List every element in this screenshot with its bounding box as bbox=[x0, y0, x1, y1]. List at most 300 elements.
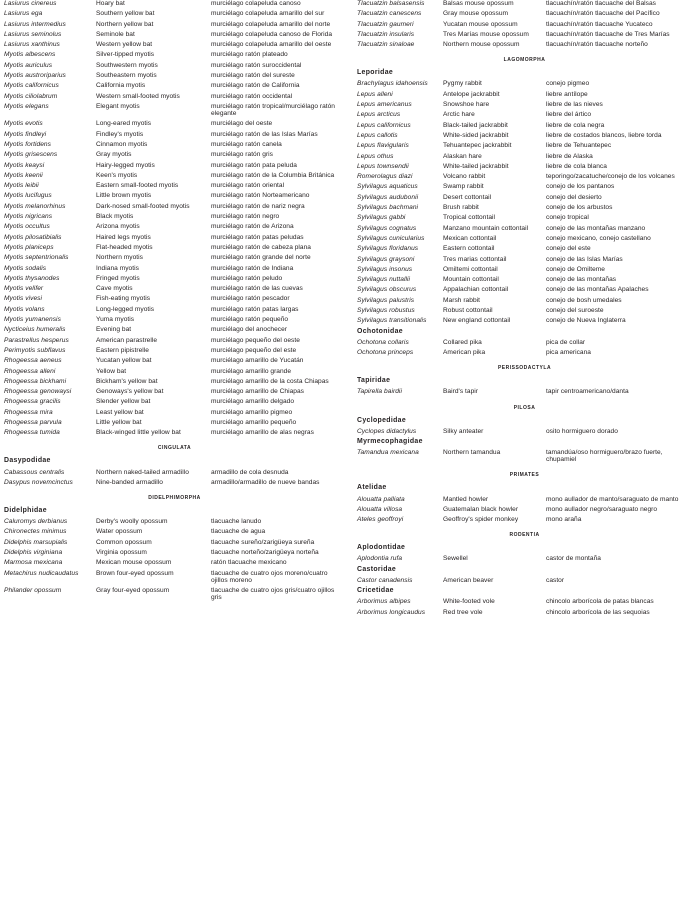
spanish-common-name: murciélago ratón canela bbox=[211, 140, 282, 148]
spanish-common-name: tlacuachín/ratón tlacuache de Tres Marías bbox=[546, 30, 670, 38]
scientific-name: Sylvilagus nuttallii bbox=[357, 276, 411, 284]
species-row bbox=[4, 549, 345, 556]
spanish-common-name: tlacuachín/ratón tlacuache norteño bbox=[546, 41, 648, 49]
spanish-common-name: tlacuache de agua bbox=[211, 528, 266, 536]
english-common-name: White-sided jackrabbit bbox=[443, 131, 509, 139]
species-row bbox=[357, 163, 692, 170]
english-common-name: Findley's myotis bbox=[96, 130, 144, 138]
english-common-name: Mexican cottontail bbox=[443, 234, 497, 242]
english-common-name: Tropical cottontail bbox=[443, 214, 495, 222]
scientific-name: Lepus othus bbox=[357, 152, 394, 160]
scientific-name: Romerolagus diazi bbox=[357, 173, 413, 181]
species-row bbox=[4, 244, 345, 251]
spanish-common-name: conejo pigmeo bbox=[546, 80, 590, 88]
scientific-name: Rhogeessa tumida bbox=[4, 429, 60, 437]
species-row bbox=[357, 496, 692, 503]
english-common-name: Little yellow bat bbox=[96, 418, 142, 426]
species-row bbox=[357, 101, 692, 108]
scientific-name: Lasiurus intermedius bbox=[4, 20, 66, 28]
species-row bbox=[4, 223, 345, 230]
english-common-name: Hoary bat bbox=[96, 0, 125, 7]
scientific-name: Myotis findleyi bbox=[4, 130, 47, 138]
scientific-name: Myotis albescens bbox=[4, 51, 56, 59]
spanish-common-name: tlacuache de cuatro ojos moreno/cuatro ojillos moreno bbox=[211, 569, 328, 584]
scientific-name: Castor canadensis bbox=[357, 576, 413, 584]
spanish-common-name: tlacuache sureño/zarigüeya sureña bbox=[211, 538, 315, 546]
species-row bbox=[4, 72, 345, 79]
english-common-name: Gray mouse opossum bbox=[443, 10, 509, 18]
spanish-common-name: murciélago ratón pata peluda bbox=[211, 161, 297, 169]
species-row bbox=[4, 0, 345, 7]
english-common-name: Northern naked-tailed armadillo bbox=[96, 468, 189, 476]
species-row bbox=[357, 339, 692, 346]
english-common-name: Long-legged myotis bbox=[96, 305, 155, 313]
spanish-common-name: murciélago pequeño del este bbox=[211, 346, 297, 354]
order-heading: didelphimorpha bbox=[148, 491, 201, 501]
spanish-common-name: conejo de los arbustos bbox=[546, 204, 613, 212]
species-row bbox=[4, 429, 345, 436]
species-row bbox=[357, 516, 692, 523]
english-common-name: Yucatan mouse opossum bbox=[443, 20, 518, 28]
english-common-name: Balsas mouse opossum bbox=[443, 0, 514, 7]
scientific-name: Myotis yumanensis bbox=[4, 316, 61, 324]
scientific-name: Myotis volans bbox=[4, 305, 45, 313]
scientific-name: Brachylagus idahoensis bbox=[357, 80, 428, 88]
english-common-name: Red tree vole bbox=[443, 608, 483, 616]
spanish-common-name: murciélago ratón oriental bbox=[211, 182, 285, 190]
family-heading: Aplodontidae bbox=[357, 544, 406, 552]
scientific-name: Sylvilagus insonus bbox=[357, 265, 413, 273]
species-row bbox=[4, 162, 345, 169]
scientific-name: Alouatta villosa bbox=[357, 505, 403, 513]
english-common-name: Mountain cottontail bbox=[443, 276, 499, 284]
species-row bbox=[357, 21, 692, 28]
species-row bbox=[357, 449, 692, 463]
spanish-common-name: murciélago pequeño del oeste bbox=[211, 336, 300, 344]
species-row bbox=[4, 182, 345, 189]
scientific-name: Myotis septentrionalis bbox=[4, 254, 69, 262]
english-common-name: Genoways's yellow bat bbox=[96, 388, 164, 396]
species-row bbox=[4, 254, 345, 261]
species-row bbox=[4, 10, 345, 17]
english-common-name: Southern yellow bat bbox=[96, 10, 155, 18]
spanish-common-name: mono aullador de manto/saraguato de manto bbox=[546, 495, 679, 503]
spanish-common-name: murciélago ratón de nariz negra bbox=[211, 202, 305, 210]
spanish-common-name: conejo mexicano, conejo castellano bbox=[546, 234, 651, 242]
english-common-name: Cinnamon myotis bbox=[96, 140, 148, 148]
scientific-name: Ochotona princeps bbox=[357, 349, 414, 357]
english-common-name: Dark-nosed small-footed myotis bbox=[96, 202, 190, 210]
spanish-common-name: murciélago ratón del sureste bbox=[211, 72, 295, 80]
species-row bbox=[357, 153, 692, 160]
spanish-common-name: conejo tropical bbox=[546, 214, 589, 222]
spanish-common-name: conejo de Omilteme bbox=[546, 265, 605, 273]
english-common-name: Mantled howler bbox=[443, 495, 489, 503]
english-common-name: Omiltemi cottontail bbox=[443, 265, 498, 273]
english-common-name: Virginia opossum bbox=[96, 549, 147, 557]
spanish-common-name: tlacuache de cuatro ojos gris/cuatro ojillos gris bbox=[211, 587, 335, 602]
spanish-common-name: murciélago colapeluda amarillo del oeste bbox=[211, 41, 332, 49]
scientific-name: Myotis evotis bbox=[4, 120, 43, 128]
spanish-common-name: pica de collar bbox=[546, 338, 586, 346]
species-row bbox=[4, 151, 345, 158]
scientific-name: Tlacuatzin canescens bbox=[357, 10, 422, 18]
species-row bbox=[357, 0, 692, 7]
scientific-name: Rhogeessa alleni bbox=[4, 367, 56, 375]
english-common-name: Mexican mouse opossum bbox=[96, 559, 172, 567]
scientific-name: Myotis californicus bbox=[4, 82, 59, 90]
species-row bbox=[4, 316, 345, 323]
species-row bbox=[4, 306, 345, 313]
english-common-name: Western yellow bat bbox=[96, 41, 153, 49]
english-common-name: Gray myotis bbox=[96, 151, 132, 159]
species-row bbox=[4, 192, 345, 199]
species-row bbox=[4, 518, 345, 525]
species-row bbox=[4, 388, 345, 395]
scientific-name: Myotis austroriparius bbox=[4, 72, 66, 80]
spanish-common-name: murciélago ratón de Indiana bbox=[211, 264, 294, 272]
spanish-common-name: conejo del suroeste bbox=[546, 307, 604, 315]
scientific-name: Myotis pilosatibialis bbox=[4, 233, 62, 241]
english-common-name: Gray four-eyed opossum bbox=[96, 587, 170, 595]
scientific-name: Alouatta palliata bbox=[357, 495, 405, 503]
english-common-name: Alaskan hare bbox=[443, 152, 482, 160]
species-row bbox=[4, 570, 345, 584]
english-common-name: Least yellow bat bbox=[96, 408, 144, 416]
family-heading: Cyclopedidae bbox=[357, 416, 407, 424]
scientific-name: Tapirella bairdii bbox=[357, 388, 402, 396]
spanish-common-name: teporingo/zacatuche/conejo de los volcanes bbox=[546, 173, 675, 181]
english-common-name: Derby's woolly opossum bbox=[96, 518, 168, 526]
english-common-name: American beaver bbox=[443, 576, 494, 584]
scientific-name: Lasiurus cinereus bbox=[4, 0, 57, 7]
english-common-name: Evening bat bbox=[96, 326, 132, 334]
left-column bbox=[0, 0, 347, 911]
species-row bbox=[4, 275, 345, 282]
species-row bbox=[4, 357, 345, 364]
species-row bbox=[357, 598, 692, 605]
species-row bbox=[4, 337, 345, 344]
scientific-name: Lepus townsendii bbox=[357, 162, 409, 170]
species-row bbox=[4, 120, 345, 127]
english-common-name: California myotis bbox=[96, 82, 146, 90]
species-row bbox=[4, 31, 345, 38]
spanish-common-name: murciélago amarillo pequeño bbox=[211, 418, 297, 426]
species-row bbox=[357, 235, 692, 242]
english-common-name: Eastern small-footed myotis bbox=[96, 182, 179, 190]
english-common-name: Northern mouse opossum bbox=[443, 41, 520, 49]
spanish-common-name: liebre de cola blanca bbox=[546, 162, 607, 170]
scientific-name: Tlacuatzin insularis bbox=[357, 30, 415, 38]
english-common-name: Brush rabbit bbox=[443, 204, 479, 212]
spanish-common-name: murciélago ratón de la Columbia Británica bbox=[211, 171, 335, 179]
english-common-name: Yellow bat bbox=[96, 367, 127, 375]
english-common-name: Yuma myotis bbox=[96, 316, 135, 324]
spanish-common-name: liebre antílope bbox=[546, 90, 588, 98]
english-common-name: Appalachian cottontail bbox=[443, 286, 509, 294]
spanish-common-name: murciélago ratón suroccidental bbox=[211, 61, 302, 69]
scientific-name: Myotis grisescens bbox=[4, 151, 58, 159]
species-row bbox=[357, 80, 692, 87]
english-common-name: Seminole bat bbox=[96, 30, 135, 38]
spanish-common-name: conejo de las montañas bbox=[546, 276, 617, 284]
species-row bbox=[4, 41, 345, 48]
scientific-name: Myotis thysanodes bbox=[4, 274, 60, 282]
scientific-name: Lasiurus xanthinus bbox=[4, 41, 60, 49]
scientific-name: Sylvilagus floridanus bbox=[357, 245, 419, 253]
english-common-name: Swamp rabbit bbox=[443, 183, 484, 191]
scientific-name: Tamandua mexicana bbox=[357, 449, 419, 457]
spanish-common-name: murciélago colapeluda amarillo del norte bbox=[211, 20, 331, 28]
english-common-name: Yucatan yellow bat bbox=[96, 357, 152, 365]
spanish-common-name: murciélago ratón de cabeza plana bbox=[211, 243, 311, 251]
family-heading: Didelphidae bbox=[4, 506, 47, 514]
spanish-common-name: liebre del ártico bbox=[546, 111, 592, 119]
scientific-name: Myotis sodalis bbox=[4, 264, 47, 272]
spanish-common-name: tlacuachín/ratón tlacuache del Balsas bbox=[546, 0, 656, 7]
species-row bbox=[4, 234, 345, 241]
species-row bbox=[357, 577, 692, 584]
spanish-common-name: murciélago ratón pequeño bbox=[211, 316, 289, 324]
english-common-name: White-tailed jackrabbit bbox=[443, 162, 509, 170]
english-common-name: Northern myotis bbox=[96, 254, 143, 262]
english-common-name: Antelope jackrabbit bbox=[443, 90, 500, 98]
right-column bbox=[347, 0, 694, 911]
spanish-common-name: murciélago ratón de California bbox=[211, 82, 300, 90]
english-common-name: Flat-headed myotis bbox=[96, 243, 153, 251]
scientific-name: Sylvilagus obscurus bbox=[357, 286, 417, 294]
spanish-common-name: osito hormiguero dorado bbox=[546, 427, 618, 435]
species-row bbox=[4, 51, 345, 58]
scientific-name: Arborimus albipes bbox=[357, 598, 411, 606]
species-row bbox=[4, 103, 345, 117]
spanish-common-name: liebre de costados blancos, liebre torda bbox=[546, 131, 662, 139]
spanish-common-name: ratón tlacuache mexicano bbox=[211, 559, 287, 567]
english-common-name: American pika bbox=[443, 349, 486, 357]
english-common-name: Manzano mountain cottontail bbox=[443, 224, 529, 232]
english-common-name: Brown four-eyed opossum bbox=[96, 569, 174, 577]
spanish-common-name: murciélago ratón tropical/murciélago ratón elegante bbox=[211, 102, 335, 118]
spanish-common-name: armadillo/armadillo de nueve bandas bbox=[211, 478, 320, 486]
species-row bbox=[357, 506, 692, 513]
family-heading: Dasypodidae bbox=[4, 457, 51, 465]
spanish-common-name: conejo de bosh umedales bbox=[546, 296, 622, 304]
english-common-name: White-footed vole bbox=[443, 598, 495, 606]
spanish-common-name: murciélago amarillo grande bbox=[211, 367, 292, 375]
species-row bbox=[357, 388, 692, 395]
species-row bbox=[4, 469, 345, 476]
scientific-name: Dasypus novemcinctus bbox=[4, 478, 73, 486]
species-row bbox=[357, 256, 692, 263]
species-row bbox=[4, 141, 345, 148]
spanish-common-name: liebre de cola negra bbox=[546, 121, 605, 129]
scientific-name: Perimyotis subflavus bbox=[4, 346, 66, 354]
scientific-name: Myotis nigricans bbox=[4, 213, 53, 221]
scientific-name: Cabassous centralis bbox=[4, 468, 65, 476]
species-row bbox=[357, 111, 692, 118]
family-heading: Myrmecophagidae bbox=[357, 437, 423, 445]
scientific-name: Lepus flavigularis bbox=[357, 142, 409, 150]
spanish-common-name: tlacuachín/ratón tlacuache Yucateco bbox=[546, 20, 653, 28]
order-heading: primates bbox=[509, 469, 540, 479]
species-row bbox=[357, 41, 692, 48]
scientific-name: Myotis vivesi bbox=[4, 295, 43, 303]
english-common-name: Robust cottontail bbox=[443, 307, 493, 315]
spanish-common-name: liebre de Tehuantepec bbox=[546, 142, 612, 150]
english-common-name: Silky anteater bbox=[443, 427, 484, 435]
family-heading: Cricetidae bbox=[357, 587, 394, 595]
species-row bbox=[4, 539, 345, 546]
scientific-name: Myotis velifer bbox=[4, 285, 44, 293]
scientific-name: Sylvilagus cognatus bbox=[357, 224, 417, 232]
english-common-name: Baird's tapir bbox=[443, 388, 478, 396]
english-common-name: Northern yellow bat bbox=[96, 20, 154, 28]
spanish-common-name: murciélago amarillo de Chiapas bbox=[211, 388, 304, 396]
family-heading: Ochotonidae bbox=[357, 327, 403, 335]
species-row bbox=[4, 285, 345, 292]
spanish-common-name: murciélago ratón grande del norte bbox=[211, 254, 311, 262]
spanish-common-name: chincolo arborícola de patas blancas bbox=[546, 598, 654, 606]
spanish-common-name: murciélago amarillo de la costa Chiapas bbox=[211, 377, 329, 385]
english-common-name: Guatemalan black howler bbox=[443, 505, 519, 513]
english-common-name: Cave myotis bbox=[96, 285, 133, 293]
species-row bbox=[4, 172, 345, 179]
scientific-name: Lepus alleni bbox=[357, 90, 393, 98]
order-heading: lagomorpha bbox=[503, 54, 546, 64]
spanish-common-name: murciélago colapeluda amarillo del sur bbox=[211, 10, 325, 18]
species-row bbox=[357, 142, 692, 149]
scientific-name: Myotis occultus bbox=[4, 223, 50, 231]
species-row bbox=[4, 559, 345, 566]
english-common-name: Hairy-legged myotis bbox=[96, 161, 155, 169]
spanish-common-name: murciélago ratón gris bbox=[211, 151, 273, 159]
family-heading: Atelidae bbox=[357, 484, 387, 492]
species-row bbox=[357, 122, 692, 129]
scientific-name: Sylvilagus robustus bbox=[357, 307, 415, 315]
english-common-name: Sewellel bbox=[443, 555, 468, 563]
english-common-name: Arctic hare bbox=[443, 111, 475, 119]
spanish-common-name: tlacuache lanudo bbox=[211, 518, 262, 526]
spanish-common-name: armadillo de cola desnuda bbox=[211, 468, 289, 476]
english-common-name: Desert cottontail bbox=[443, 193, 492, 201]
spanish-common-name: murciélago ratón patas peludas bbox=[211, 233, 304, 241]
spanish-common-name: conejo del este bbox=[546, 245, 591, 253]
scientific-name: Didelphis marsupialis bbox=[4, 538, 68, 546]
spanish-common-name: murciélago del oeste bbox=[211, 120, 273, 128]
species-row bbox=[357, 555, 692, 562]
species-row bbox=[357, 214, 692, 221]
scientific-name: Philander opossum bbox=[4, 587, 62, 595]
species-row bbox=[357, 10, 692, 17]
scientific-name: Sylvilagus audubonii bbox=[357, 193, 419, 201]
scientific-name: Lepus arcticus bbox=[357, 111, 401, 119]
species-row bbox=[4, 587, 345, 601]
species-row bbox=[357, 317, 692, 324]
scientific-name: Rhogeessa gracilis bbox=[4, 398, 61, 406]
scientific-name: Myotis keaysi bbox=[4, 161, 45, 169]
english-common-name: Snowshoe hare bbox=[443, 101, 490, 109]
spanish-common-name: murciélago ratón peludo bbox=[211, 274, 283, 282]
english-common-name: Southeastern myotis bbox=[96, 72, 157, 80]
scientific-name: Caluromys derbianus bbox=[4, 518, 68, 526]
scientific-name: Myotis elegans bbox=[4, 102, 49, 110]
species-row bbox=[357, 194, 692, 201]
species-row bbox=[357, 183, 692, 190]
scientific-name: Lepus americanus bbox=[357, 101, 412, 109]
scientific-name: Rhogeessa mira bbox=[4, 408, 53, 416]
scientific-name: Myotis planiceps bbox=[4, 243, 54, 251]
species-row bbox=[357, 31, 692, 38]
english-common-name: Black-winged little yellow bat bbox=[96, 429, 181, 437]
scientific-name: Lepus californicus bbox=[357, 121, 411, 129]
spanish-common-name: murciélago ratón pescador bbox=[211, 295, 290, 303]
english-common-name: Bickham's yellow bat bbox=[96, 377, 158, 385]
species-row bbox=[4, 479, 345, 486]
scientific-name: Sylvilagus graysoni bbox=[357, 255, 415, 263]
species-row bbox=[4, 528, 345, 535]
family-heading: Leporidae bbox=[357, 69, 394, 77]
english-common-name: Western small-footed myotis bbox=[96, 92, 180, 100]
spanish-common-name: murciélago colapeluda canoso de Florida bbox=[211, 30, 333, 38]
spanish-common-name: murciélago ratón Norteamericano bbox=[211, 192, 310, 200]
species-row bbox=[4, 21, 345, 28]
spanish-common-name: tlacuachín/ratón tlacuache del Pacífico bbox=[546, 10, 660, 18]
spanish-common-name: conejo de Nueva Inglaterra bbox=[546, 317, 626, 325]
spanish-common-name: castor de montaña bbox=[546, 555, 601, 563]
english-common-name: Black myotis bbox=[96, 213, 134, 221]
english-common-name: Long-eared myotis bbox=[96, 120, 152, 128]
english-common-name: Little brown myotis bbox=[96, 192, 152, 200]
spanish-common-name: conejo de las montañas manzano bbox=[546, 224, 646, 232]
species-row bbox=[357, 428, 692, 435]
species-row bbox=[4, 203, 345, 210]
species-row bbox=[4, 419, 345, 426]
scientific-name: Myotis leibii bbox=[4, 182, 39, 190]
species-row bbox=[357, 266, 692, 273]
english-common-name: Fish-eating myotis bbox=[96, 295, 151, 303]
species-row bbox=[4, 62, 345, 69]
english-common-name: Tehuantepec jackrabbit bbox=[443, 142, 512, 150]
spanish-common-name: murciélago ratón negro bbox=[211, 213, 280, 221]
species-row bbox=[357, 173, 692, 180]
english-common-name: Marsh rabbit bbox=[443, 296, 481, 304]
scientific-name: Myotis ciliolabrum bbox=[4, 92, 58, 100]
spanish-common-name: pica americana bbox=[546, 349, 591, 357]
scientific-name: Cyclopes didactylus bbox=[357, 427, 417, 435]
spanish-common-name: conejo de las montañas Apalaches bbox=[546, 286, 649, 294]
scientific-name: Ateles geoffroyi bbox=[357, 516, 404, 524]
family-heading: Castoridae bbox=[357, 565, 397, 573]
spanish-common-name: chincolo arborícola de las sequoias bbox=[546, 608, 650, 616]
species-row bbox=[357, 91, 692, 98]
english-common-name: Keen's myotis bbox=[96, 171, 138, 179]
spanish-common-name: murciélago ratón occidental bbox=[211, 92, 293, 100]
spanish-common-name: conejo de las Islas Marías bbox=[546, 255, 623, 263]
species-row bbox=[357, 286, 692, 293]
scientific-name: Sylvilagus aquaticus bbox=[357, 183, 418, 191]
english-common-name: Southwestern myotis bbox=[96, 61, 158, 69]
spanish-common-name: tapir centroamericano/danta bbox=[546, 388, 629, 396]
species-row bbox=[4, 409, 345, 416]
scientific-name: Myotis melanorhinus bbox=[4, 202, 66, 210]
english-common-name: American parastrelle bbox=[96, 336, 158, 344]
english-common-name: Eastern pipistrelle bbox=[96, 346, 149, 354]
scientific-name: Tlacuatzin gaumeri bbox=[357, 20, 414, 28]
scientific-name: Metachirus nudicaudatus bbox=[4, 569, 79, 577]
scientific-name: Myotis lucifugus bbox=[4, 192, 52, 200]
english-common-name: Haired legs myotis bbox=[96, 233, 151, 241]
spanish-common-name: mono aullador negro/saraguato negro bbox=[546, 505, 658, 513]
